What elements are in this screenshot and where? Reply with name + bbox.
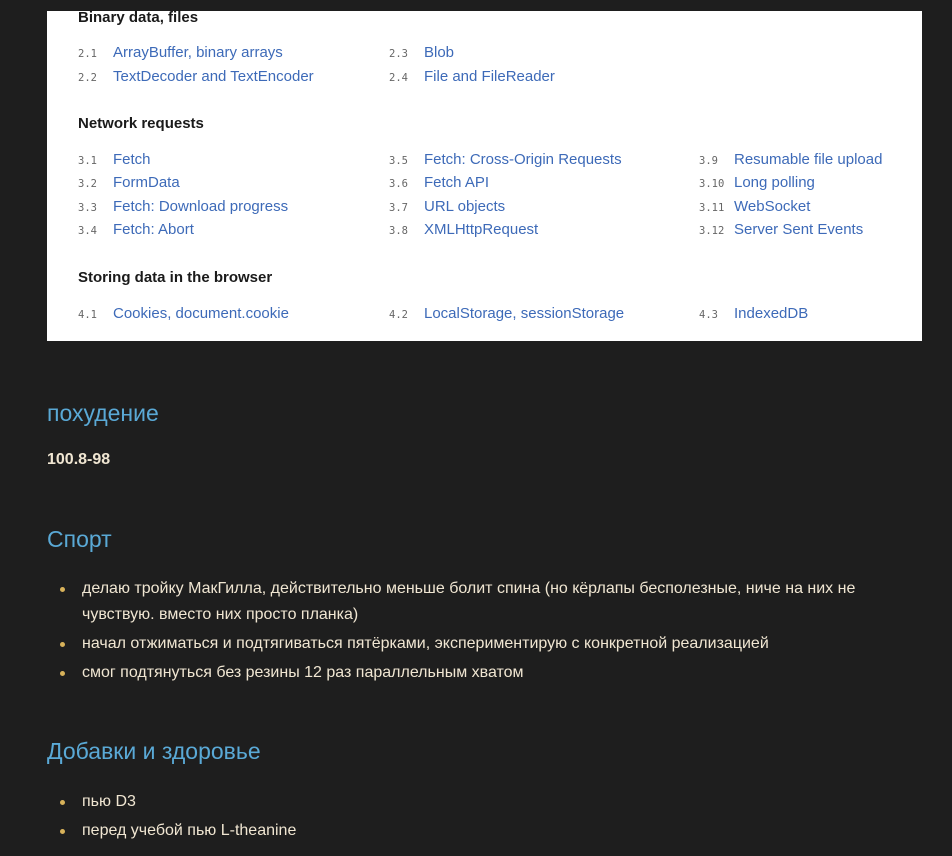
weight-heading: похудение <box>47 400 159 426</box>
list-item-text: смог подтянуться без резины 12 раз параллельным хватом <box>82 664 524 681</box>
toc-item-number: 3.6 <box>389 178 408 190</box>
toc-item-link[interactable]: Blob <box>424 44 455 61</box>
toc-item-link[interactable]: WebSocket <box>734 198 811 215</box>
sport-list <box>47 576 927 689</box>
weight-value: 100.8-98 <box>47 451 111 468</box>
toc-item-number: 3.8 <box>389 225 408 237</box>
toc-item-number: 3.4 <box>78 225 97 237</box>
toc-item-link[interactable]: FormData <box>113 174 180 191</box>
toc-section-heading: Binary data, files <box>78 11 199 26</box>
toc-item-link[interactable]: Resumable file upload <box>734 151 883 168</box>
toc-item-link[interactable]: IndexedDB <box>734 305 809 322</box>
toc-item-link[interactable]: TextDecoder and TextEncoder <box>113 68 314 85</box>
toc-item-link[interactable]: Fetch: Download progress <box>113 198 289 215</box>
toc-screenshot-image <box>47 11 922 341</box>
toc-item-link[interactable]: LocalStorage, sessionStorage <box>424 305 625 322</box>
toc-item-link[interactable]: File and FileReader <box>424 68 555 85</box>
list-item <box>47 576 927 628</box>
toc-section-heading: Storing data in the browser <box>78 269 273 286</box>
toc-item-link[interactable]: Fetch API <box>424 174 490 191</box>
toc-item-number: 2.1 <box>78 48 97 60</box>
toc-item-number: 3.12 <box>699 225 725 237</box>
toc-item-number: 3.3 <box>78 202 97 214</box>
toc-item-link[interactable]: Fetch: Abort <box>113 221 194 238</box>
bullet-icon <box>60 587 65 592</box>
list-item-text: делаю тройку МакГилла, действительно меньше болит спина (но кёрлапы бесполезные, ниче на них не чувствую. вместо них просто планка) <box>82 580 856 623</box>
list-item <box>47 818 927 844</box>
toc-item-link[interactable]: Fetch <box>113 151 151 168</box>
list-item-text: пью D3 <box>82 793 136 810</box>
toc-item-link[interactable]: Server Sent Events <box>734 221 864 238</box>
toc-item-link[interactable]: ArrayBuffer, binary arrays <box>113 44 283 61</box>
toc-item-link[interactable]: Cookies, document.cookie <box>113 305 289 322</box>
health-heading: Добавки и здоровье <box>47 738 261 764</box>
toc-item-number: 3.5 <box>389 155 408 167</box>
toc-item-number: 3.7 <box>389 202 408 214</box>
toc-item-number: 3.11 <box>699 202 725 214</box>
toc-item-number: 2.4 <box>389 72 408 84</box>
toc-item-number: 2.2 <box>78 72 97 84</box>
list-item <box>47 660 927 686</box>
bullet-icon <box>60 671 65 676</box>
toc-item-number: 4.3 <box>699 309 718 321</box>
toc-item-number: 3.9 <box>699 155 718 167</box>
toc-item-link[interactable]: Fetch: Cross-Origin Requests <box>424 151 622 168</box>
bullet-icon <box>60 642 65 647</box>
sport-heading: Спорт <box>47 526 112 552</box>
bullet-icon <box>60 800 65 805</box>
bullet-icon <box>60 829 65 834</box>
list-item <box>47 631 927 657</box>
toc-item-number: 4.2 <box>389 309 408 321</box>
list-item-text: начал отжиматься и подтягиваться пятёрками, экспериментирую с конкретной реализацией <box>82 635 769 652</box>
toc-item-link[interactable]: URL objects <box>424 198 506 215</box>
toc-item-link[interactable]: Long polling <box>734 174 815 191</box>
toc-section-heading: Network requests <box>78 115 204 132</box>
toc-item-number: 3.2 <box>78 178 97 190</box>
list-item <box>47 789 927 815</box>
list-item-text: перед учебой пью L-theanine <box>82 822 297 839</box>
toc-item-number: 3.1 <box>78 155 97 167</box>
health-list <box>47 789 927 847</box>
toc-item-number: 2.3 <box>389 48 408 60</box>
toc-item-number: 4.1 <box>78 309 97 321</box>
toc-item-link[interactable]: XMLHttpRequest <box>424 221 539 238</box>
toc-item-number: 3.10 <box>699 178 725 190</box>
